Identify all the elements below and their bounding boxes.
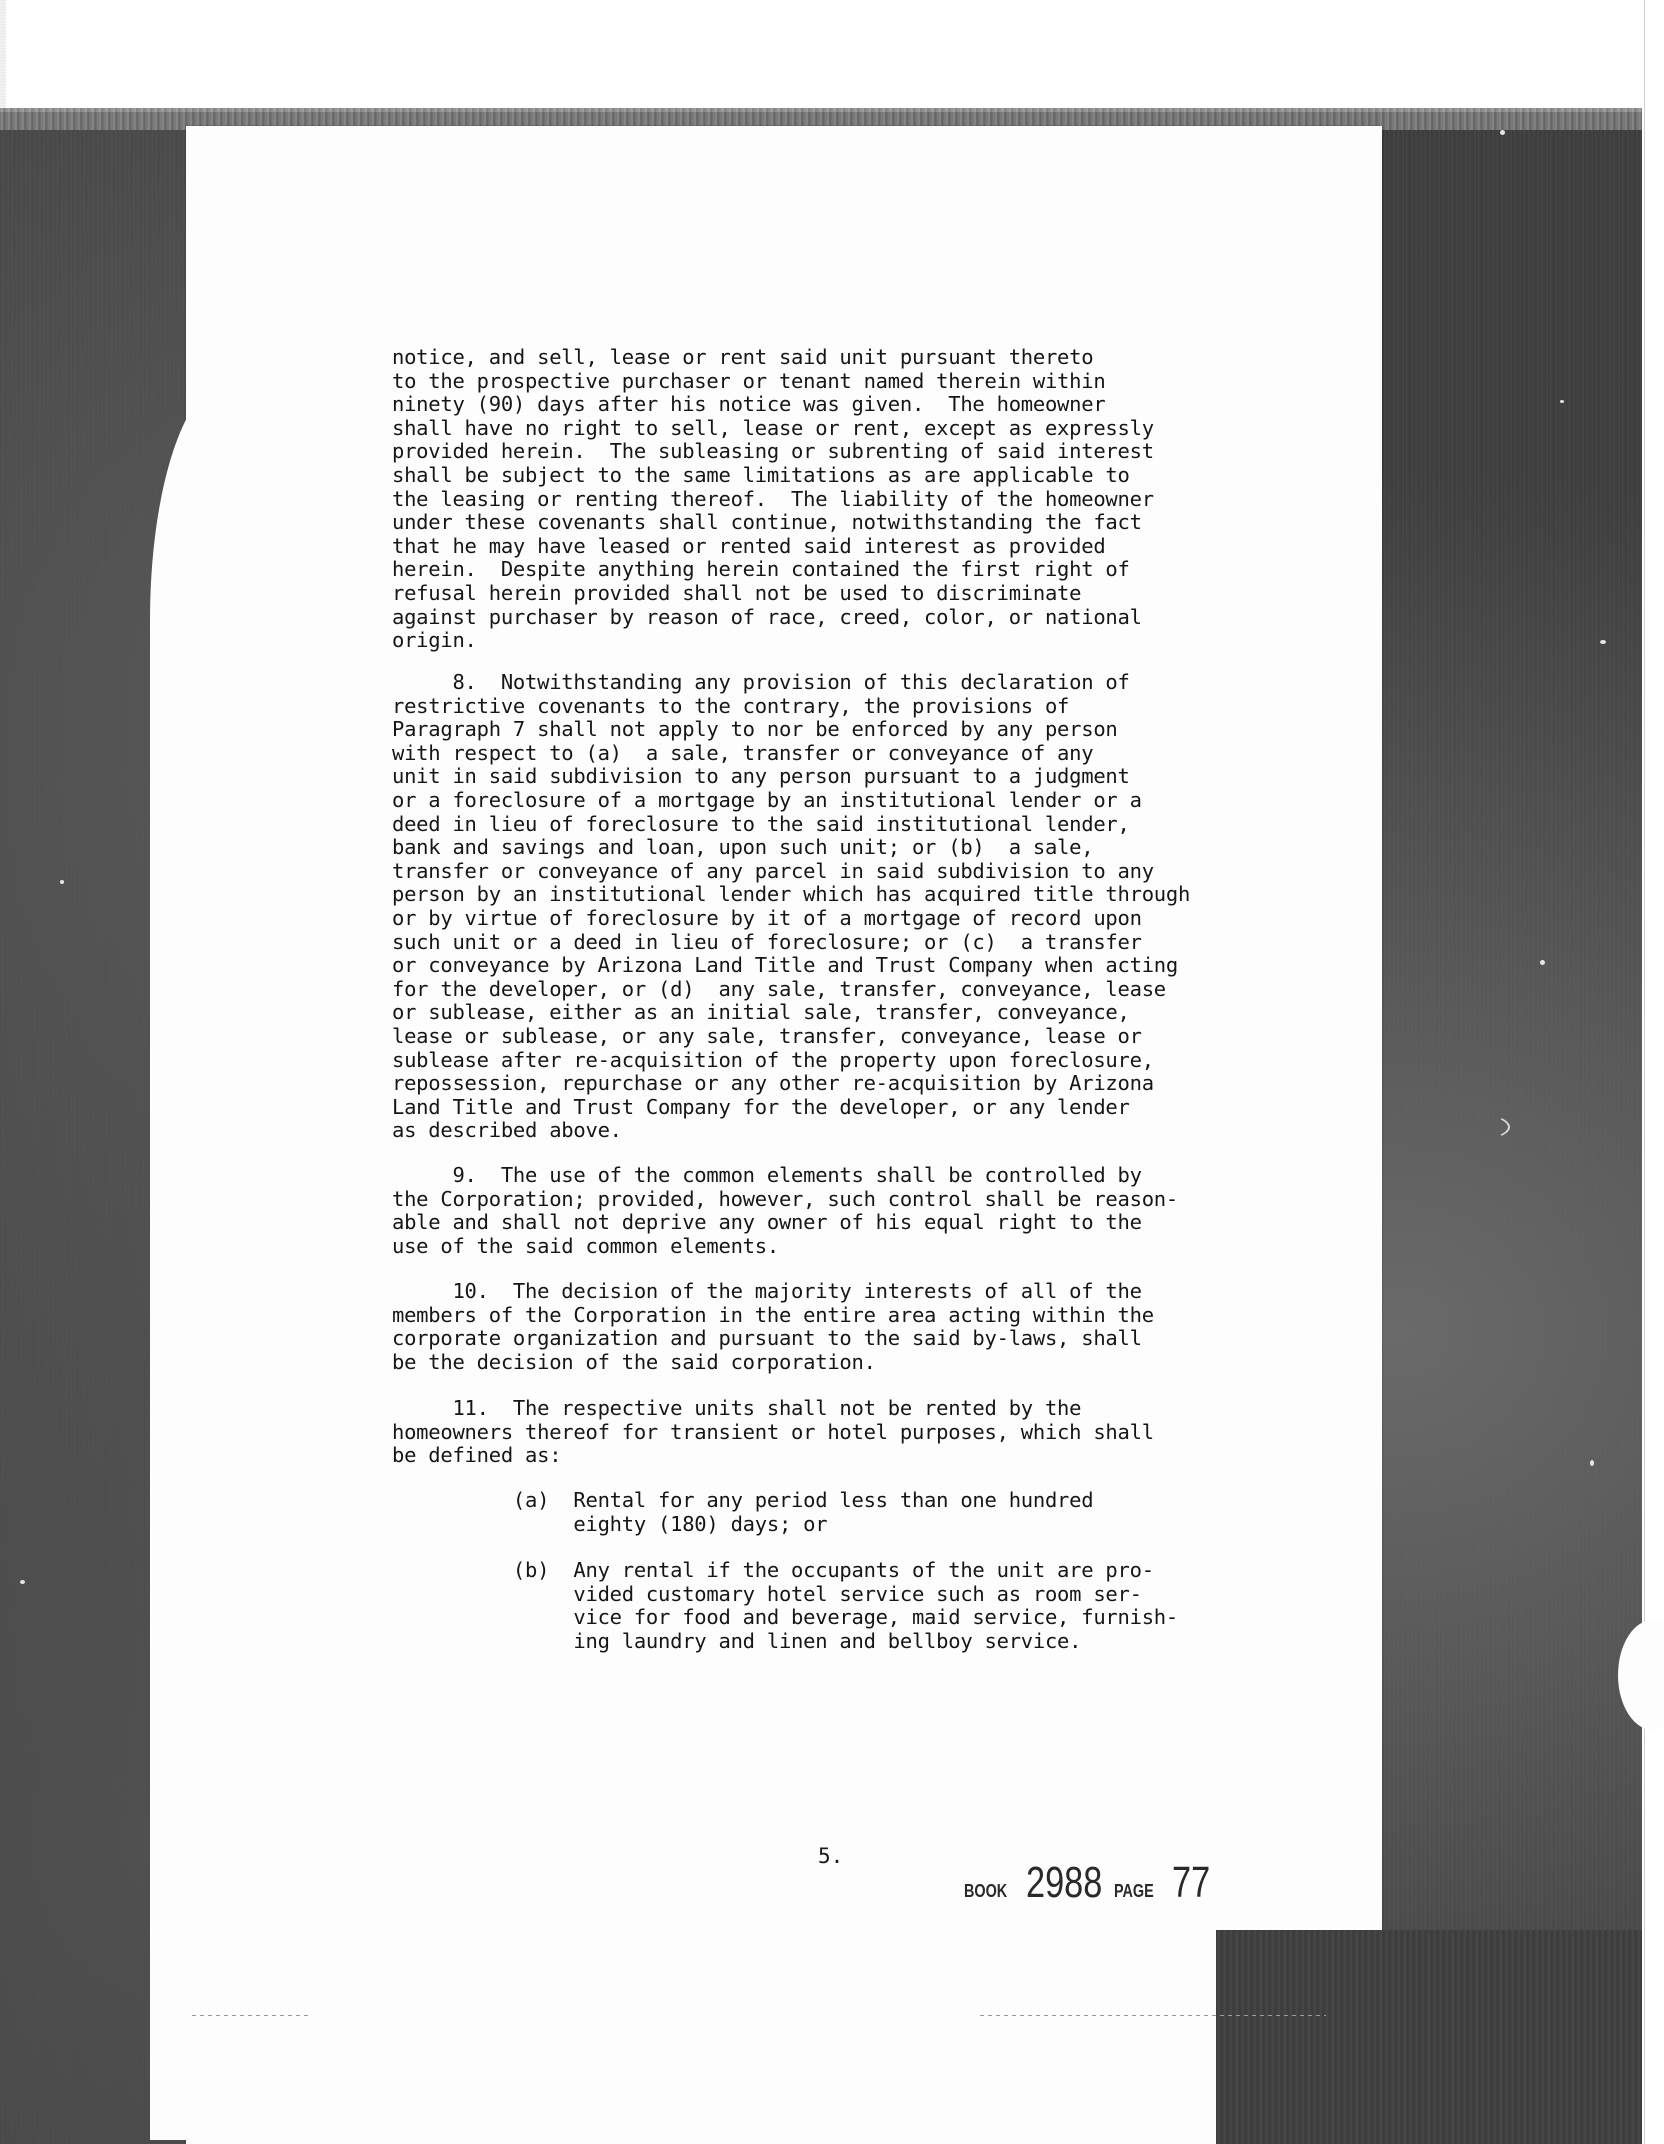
paper-curl (150, 380, 230, 2140)
text-line: sublease after re-acquisition of the property upon foreclosure, (392, 1047, 1154, 1072)
text-line: 9. The use of the common elements shall be controlled by (392, 1163, 1142, 1187)
paragraph-10 (392, 1280, 1332, 1374)
list-item-b (392, 1559, 1332, 1653)
text-line: (b) Any rental if the occupants of the unit are pro- (392, 1558, 1154, 1582)
dust-speck (1600, 640, 1606, 644)
text-line: ing laundry and linen and bellboy service. (392, 1628, 1082, 1653)
dust-speck (20, 1580, 25, 1584)
text-line: the leasing or renting thereof. The liability of the homeowner (392, 486, 1154, 511)
page-label: PAGE (1113, 1881, 1154, 1901)
text-line: origin. (392, 628, 477, 653)
scan-margin (0, 0, 6, 112)
text-line: restrictive covenants to the contrary, the provisions of (392, 693, 1070, 718)
text-line: as described above. (392, 1118, 622, 1143)
text-line: or by virtue of foreclosure by it of a mortgage of record upon (392, 905, 1142, 930)
paragraph-9 (392, 1164, 1332, 1258)
text-line: 10. The decision of the majority interests of all of the (392, 1279, 1142, 1303)
text-line: Paragraph 7 shall not apply to nor be enforced by any person (392, 717, 1118, 742)
text-line: unit in said subdivision to any person pursuant to a judgment (392, 764, 1130, 789)
text-line: such unit or a deed in lieu of foreclosure; or (c) a transfer (392, 929, 1142, 954)
scan-scratch (1396, 1110, 1510, 1144)
text-line: deed in lieu of foreclosure to the said institutional lender, (392, 811, 1130, 836)
text-line: be the decision of the said corporation. (392, 1349, 876, 1374)
dust-speck (1590, 1460, 1594, 1466)
book-number: 2988 (1026, 1858, 1103, 1907)
book-label: BOOK (964, 1881, 1008, 1901)
text-line: herein. Despite anything herein contained the first right of (392, 557, 1130, 582)
paragraph-11 (392, 1397, 1332, 1468)
text-line: eighty (180) days; or (392, 1511, 828, 1536)
text-line: to the prospective purchaser or tenant named therein within (392, 368, 1106, 393)
paragraph-8 (392, 671, 1332, 1143)
text-line: be defined as: (392, 1443, 562, 1468)
text-line: repossession, repurchase or any other re-acquisition by Arizona (392, 1071, 1154, 1096)
text-line: against purchaser by reason of race, creed, color, or national (392, 604, 1142, 629)
text-line: homeowners thereof for transient or hotel purposes, which shall (392, 1419, 1154, 1444)
text-line: vice for food and beverage, maid service, furnish- (392, 1605, 1178, 1630)
scan-rule-right (980, 2015, 1326, 2016)
text-line: 11. The respective units shall not be rented by the (392, 1396, 1082, 1420)
text-line: for the developer, or (d) any sale, transfer, conveyance, lease (392, 976, 1166, 1001)
text-line: (a) Rental for any period less than one hundred (392, 1488, 1094, 1512)
text-line: that he may have leased or rented said interest as provided (392, 533, 1106, 558)
text-line: or a foreclosure of a mortgage by an institutional lender or a (392, 787, 1142, 812)
dust-speck (1540, 960, 1545, 965)
dust-speck (1500, 130, 1505, 135)
text-line: or conveyance by Arizona Land Title and Trust Company when acting (392, 953, 1178, 978)
text-line: bank and savings and loan, upon such unit; or (b) a sale, (392, 835, 1094, 860)
text-line: ninety (90) days after his notice was given. The homeowner (392, 392, 1106, 417)
page-number: 5. (818, 1844, 844, 1868)
text-line: the Corporation; provided, however, such control shall be reason- (392, 1186, 1178, 1211)
text-line: transfer or conveyance of any parcel in said subdivision to any (392, 858, 1154, 883)
text-line: vided customary hotel service such as room ser- (392, 1581, 1142, 1606)
text-line: or sublease, either as an initial sale, transfer, conveyance, (392, 1000, 1130, 1025)
text-line: members of the Corporation in the entire area acting within the (392, 1302, 1154, 1327)
text-line: refusal herein provided shall not be used to discriminate (392, 580, 1082, 605)
text-line: shall be subject to the same limitations as are applicable to (392, 462, 1130, 487)
scan-rule-left (192, 2015, 312, 2016)
text-line: Land Title and Trust Company for the developer, or any lender (392, 1094, 1130, 1119)
text-line: person by an institutional lender which has acquired title through (392, 882, 1191, 907)
text-line: provided herein. The subleasing or subrenting of said interest (392, 439, 1154, 464)
scanner-background-corner (1216, 1930, 1642, 2144)
book-page-stamp (964, 1858, 1210, 1908)
text-line: with respect to (a) a sale, transfer or conveyance of any (392, 740, 1094, 765)
page-value: 77 (1171, 1858, 1210, 1907)
dust-speck (60, 880, 64, 884)
text-line: 8. Notwithstanding any provision of this declaration of (392, 670, 1130, 694)
list-item-a (392, 1489, 1332, 1536)
text-line: lease or sublease, or any sale, transfer, conveyance, lease or (392, 1023, 1142, 1048)
text-line: able and shall not deprive any owner of his equal right to the (392, 1210, 1142, 1235)
text-line: corporate organization and pursuant to the said by-laws, shall (392, 1326, 1142, 1351)
paragraph-continuation (392, 346, 1332, 653)
dust-speck (1560, 400, 1564, 403)
scan-edge-line (1644, 0, 1645, 2144)
paper-bottom (186, 2000, 1216, 2144)
text-line: notice, and sell, lease or rent said unit pursuant thereto (392, 345, 1094, 369)
text-line: under these covenants shall continue, notwithstanding the fact (392, 510, 1142, 535)
text-line: use of the said common elements. (392, 1233, 779, 1258)
text-line: shall have no right to sell, lease or rent, except as expressly (392, 415, 1154, 440)
